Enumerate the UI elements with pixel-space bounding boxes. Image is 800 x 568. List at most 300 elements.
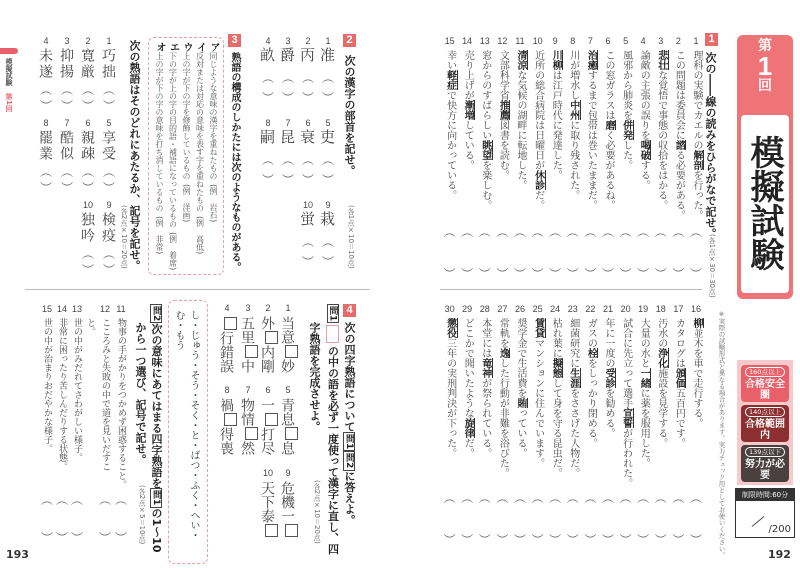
- text-after: く必要があるね。: [603, 130, 614, 210]
- target-word: 治癒: [585, 50, 597, 70]
- text-before: 窓からのすばらしい: [479, 50, 491, 140]
- blank-box[interactable]: [285, 427, 298, 440]
- type-answer-open-paren[interactable]: ︵: [60, 83, 73, 97]
- type-answer-close-paren[interactable]: ︶: [81, 99, 94, 113]
- section-1-number: 1: [705, 33, 718, 46]
- type-example: (例 着席): [168, 232, 178, 271]
- target-word: 悲壮: [655, 50, 667, 70]
- composition-type: [208, 42, 218, 222]
- idiom-part-a: 危機一: [279, 481, 295, 523]
- answer-close-paren[interactable]: ︶: [496, 267, 509, 281]
- radical-answer-open-paren[interactable]: ︵: [301, 153, 314, 167]
- text-after: に取り残された。: [567, 120, 579, 200]
- text-after: な覚悟で事態の収拾をはかる。: [655, 70, 667, 210]
- word-number: 3: [64, 36, 70, 46]
- radical-answer-close-paren[interactable]: ︶: [321, 91, 334, 105]
- question-number: 21: [602, 304, 613, 314]
- idiom-part-a: 五里: [239, 316, 255, 344]
- idiom-blank: [280, 316, 298, 373]
- text-after: をささげた人物だ。: [567, 388, 579, 478]
- answer-open-paren[interactable]: ︵: [637, 225, 650, 239]
- question-text: [497, 318, 507, 478]
- radical-answer-open-paren[interactable]: ︵: [281, 71, 294, 85]
- question-number: 30: [444, 304, 455, 314]
- text-after: 三年の実刑判決が下った。: [444, 338, 456, 458]
- text-before: 幸い: [444, 50, 456, 70]
- question-1-instruction-cont: 字熟語を完成させよ。: [308, 322, 321, 432]
- answer-open-paren[interactable]: ︵: [637, 491, 650, 505]
- badge-label: 合格範囲内: [745, 419, 785, 441]
- idiom-part-b: 中: [239, 359, 255, 373]
- text-after: を楽しむ。: [479, 160, 491, 210]
- question-text: [603, 50, 613, 210]
- radical-answer-close-paren[interactable]: ︶: [321, 173, 334, 187]
- answer-open-paren[interactable]: ︵: [531, 491, 544, 505]
- answer-close-paren[interactable]: ︶: [531, 267, 544, 281]
- text-after: を行った。: [691, 170, 702, 220]
- text-after: 並木を車で走行する。: [691, 328, 702, 428]
- answer-open-paren[interactable]: ︵: [654, 491, 667, 505]
- type-mark: ウ: [181, 42, 192, 52]
- text-before: ガスの: [585, 318, 597, 348]
- text-after: 五百円です。: [673, 388, 685, 448]
- type-answer-open-paren[interactable]: ︵: [102, 83, 115, 97]
- badge-range: 140点以上: [745, 407, 785, 417]
- radical-answer-close-paren[interactable]: ︶: [261, 91, 274, 105]
- target-word: 中州: [567, 100, 579, 120]
- word-number: 2: [85, 36, 91, 46]
- tag-question-1: 問1: [344, 434, 354, 450]
- answer-close-paren[interactable]: ︶: [654, 267, 667, 281]
- idiom-blank: [219, 398, 237, 455]
- target-word: 宣誓: [620, 408, 632, 428]
- target-word: 懲役: [444, 318, 456, 338]
- section-1-instruction: 次の――線の読みをひらがなで記せ。: [704, 52, 717, 239]
- blank-box[interactable]: [265, 524, 278, 537]
- text-before: 汚水の: [655, 318, 667, 348]
- answer-close-paren[interactable]: ︶: [584, 533, 597, 547]
- type-example: (例 洋画): [182, 184, 191, 223]
- question-number: 14: [462, 36, 473, 46]
- radical-answer-close-paren[interactable]: ︶: [281, 173, 294, 187]
- radical-answer-open-paren[interactable]: ︵: [281, 153, 294, 167]
- answer-close-paren[interactable]: ︶: [584, 267, 597, 281]
- answer-close-paren[interactable]: ︶: [478, 533, 491, 547]
- type-answer-open-paren[interactable]: ︵: [81, 83, 94, 97]
- answer-close-paren[interactable]: ︶: [513, 267, 526, 281]
- type-answer-open-paren[interactable]: ︵: [102, 165, 115, 179]
- meaning-text: 非常に困ったり苦しんだりする状態。: [57, 318, 67, 471]
- answer-open-paren[interactable]: ︵: [566, 491, 579, 505]
- meaning-number: 12: [99, 304, 110, 314]
- answer-open-paren[interactable]: ︵: [443, 491, 456, 505]
- question-number: 19: [638, 304, 649, 314]
- answer-open-paren[interactable]: ︵: [461, 491, 474, 505]
- answer-open-paren[interactable]: ︵: [566, 225, 579, 239]
- answer-open-paren[interactable]: ︵: [531, 225, 544, 239]
- text-after: は江戸時代に発達した。: [550, 70, 562, 180]
- left-tab-round: 第1回: [5, 93, 13, 112]
- answer-close-paren[interactable]: ︶: [619, 267, 632, 281]
- question-number: 27: [497, 304, 508, 314]
- question-text: [515, 318, 525, 458]
- question-number: 22: [585, 304, 596, 314]
- question-number: 10: [532, 36, 543, 46]
- answer-close-paren[interactable]: ︶: [443, 533, 456, 547]
- question-number: 20: [620, 304, 631, 314]
- text-after: をしっかり閉める。: [585, 358, 597, 448]
- target-word: 浄化: [655, 348, 667, 368]
- idiom-answer-close-paren[interactable]: ︶: [55, 531, 68, 545]
- question-2-instruction-cont: から一つ選び、記号で記せ。: [134, 322, 147, 465]
- answer-open-paren[interactable]: ︵: [461, 225, 474, 239]
- answer-open-paren[interactable]: ︵: [496, 225, 509, 239]
- badge-range: 139点以下: [745, 447, 785, 457]
- kanji-character: 准: [320, 46, 336, 64]
- question-number: 24: [550, 304, 561, 314]
- idiom-blank: [240, 398, 258, 455]
- word-number: 1: [106, 36, 112, 46]
- answer-open-paren[interactable]: ︵: [601, 225, 614, 239]
- blank-box[interactable]: [245, 345, 258, 358]
- kanji-number: 10: [302, 200, 313, 210]
- type-answer-close-paren[interactable]: ︶: [81, 263, 94, 277]
- idiom-part-a: 当意: [279, 316, 295, 344]
- kanji-character: 吏: [320, 128, 336, 146]
- answer-open-paren[interactable]: ︵: [584, 225, 597, 239]
- answer-open-paren[interactable]: ︵: [654, 225, 667, 239]
- word-number: 6: [85, 118, 91, 128]
- idiom-answer-open-paren[interactable]: ︵: [70, 493, 83, 507]
- text-before: カタログは: [673, 318, 685, 368]
- target-word: 生涯: [567, 368, 579, 388]
- kanji-number: 2: [305, 36, 311, 46]
- radical-answer-open-paren[interactable]: ︵: [261, 71, 274, 85]
- idiom-number: 9: [285, 468, 291, 478]
- blank-box[interactable]: [265, 413, 278, 426]
- answer-close-paren[interactable]: ︶: [566, 267, 579, 281]
- radical-answer-open-paren[interactable]: ︵: [321, 71, 334, 85]
- blank-box[interactable]: [285, 524, 298, 537]
- radical-answer-open-paren[interactable]: ︵: [321, 153, 334, 167]
- answer-close-paren[interactable]: ︶: [478, 267, 491, 281]
- type-mark: イ: [194, 42, 206, 52]
- answer-close-paren[interactable]: ︶: [619, 533, 632, 547]
- radical-answer-close-paren[interactable]: ︶: [261, 173, 274, 187]
- idiom-part-b: 息: [279, 441, 295, 455]
- answer-close-paren[interactable]: ︶: [461, 267, 474, 281]
- kanji-number: 1: [325, 36, 331, 46]
- meaning-number: 15: [41, 304, 52, 314]
- target-word: 漸増: [462, 100, 474, 120]
- text-before: 大量の水と: [638, 318, 650, 368]
- idiom-answer-close-paren[interactable]: ︶: [98, 531, 111, 545]
- text-before: 試合に先立って選手: [620, 318, 632, 408]
- question-text: [533, 50, 543, 210]
- radical-answer-open-paren[interactable]: ︵: [301, 235, 314, 249]
- question-number: 9: [552, 36, 558, 46]
- composition-type: [168, 42, 178, 270]
- question-number: 15: [444, 36, 455, 46]
- radical-answer-close-paren[interactable]: ︶: [301, 255, 314, 269]
- type-example: (例 高低): [195, 216, 205, 255]
- type-mark: オ: [154, 42, 165, 52]
- answer-close-paren[interactable]: ︶: [672, 533, 685, 547]
- text-after: が祭られている。: [479, 378, 491, 458]
- tag-question-2: 問2: [344, 453, 354, 469]
- radical-answer-close-paren[interactable]: ︶: [321, 255, 334, 269]
- answer-open-paren[interactable]: ︵: [601, 491, 614, 505]
- answer-open-paren[interactable]: ︵: [619, 225, 632, 239]
- idiom-part-a: 一: [259, 398, 275, 412]
- section-3-number: 3: [228, 34, 241, 47]
- section-2-instruction: 次の漢字の部首を記せ。: [343, 55, 356, 176]
- type-mark: ア: [208, 42, 219, 52]
- type-answer-open-paren[interactable]: ︵: [81, 247, 94, 261]
- answer-close-paren[interactable]: ︶: [531, 533, 544, 547]
- section-4-instruction: 次の四字熟語について問1問2に答えよ。: [343, 322, 356, 526]
- answer-open-paren[interactable]: ︵: [672, 225, 685, 239]
- idiom-number: 7: [245, 385, 251, 395]
- answer-close-paren[interactable]: ︶: [496, 533, 509, 547]
- kanji-character: 嗣: [260, 128, 276, 146]
- round-label: 第 1 回: [757, 38, 773, 94]
- idiom-answer-open-paren[interactable]: ︵: [55, 493, 68, 507]
- idiom-part-a: 天下泰: [259, 481, 275, 523]
- blank-box[interactable]: [265, 331, 278, 344]
- text-before: 常軌を: [497, 318, 509, 348]
- text-after: して身を守る昆虫だ。: [550, 378, 562, 478]
- type-answer-close-paren[interactable]: ︶: [39, 99, 52, 113]
- target-word: 解剖: [691, 150, 702, 170]
- idiom-number: 5: [285, 385, 291, 395]
- radical-answer-open-paren[interactable]: ︵: [261, 153, 274, 167]
- question-number: 25: [532, 304, 543, 314]
- idiom-blank: [260, 316, 278, 373]
- target-word: 竜神: [479, 358, 491, 378]
- idiom-part-a: 物情: [239, 398, 255, 426]
- text-before: 売り上げが: [462, 50, 474, 100]
- answer-close-paren[interactable]: ︶: [689, 267, 702, 281]
- answer-open-paren[interactable]: ︵: [689, 225, 702, 239]
- kanji-number: 7: [285, 118, 291, 128]
- idiom-number: 2: [265, 303, 271, 313]
- answer-close-paren[interactable]: ︶: [461, 533, 474, 547]
- score-box: [735, 488, 795, 538]
- question-2-instruction: 問2次の意味にあてはまる四字熟語を問1の1〜10: [150, 306, 163, 553]
- answer-open-paren[interactable]: ︵: [478, 491, 491, 505]
- answer-close-paren[interactable]: ︶: [443, 267, 456, 281]
- kanji-number: 3: [285, 36, 291, 46]
- target-word: 逸: [497, 348, 509, 358]
- idiom-answer-open-paren[interactable]: ︵: [114, 493, 127, 507]
- idiom-answer-open-paren[interactable]: ︵: [40, 493, 53, 507]
- target-word: 頒価: [673, 368, 685, 388]
- question-text: [638, 50, 648, 190]
- radical-answer-close-paren[interactable]: ︶: [301, 173, 314, 187]
- idiom-part-b: 妙: [279, 359, 295, 373]
- text-after: っている。: [515, 408, 526, 458]
- question-number: 3: [658, 36, 664, 46]
- question-number: 26: [514, 304, 525, 314]
- answer-open-paren[interactable]: ︵: [689, 491, 702, 505]
- target-word: 旋律: [462, 418, 474, 438]
- answer-close-paren[interactable]: ︶: [566, 533, 579, 547]
- section-2-number: 2: [343, 34, 356, 47]
- question-text: [621, 318, 631, 488]
- answer-close-paren[interactable]: ︶: [549, 267, 562, 281]
- choices-line-2: む・もう: [173, 310, 184, 350]
- question-number: 4: [640, 36, 646, 46]
- type-description: 上の字が下の字を修飾しているもの: [182, 52, 191, 180]
- type-answer-close-paren[interactable]: ︶: [81, 181, 94, 195]
- text-after: が行われた。: [620, 428, 632, 488]
- word-number: 7: [64, 118, 70, 128]
- blank-box[interactable]: [285, 345, 298, 358]
- question-1-instruction: 問1の中の語を必ず一度使って漢字に直し、四: [326, 306, 340, 555]
- answer-close-paren[interactable]: ︶: [672, 267, 685, 281]
- compound-word: 未遂: [37, 48, 53, 80]
- text-before: 細菌研究に: [567, 318, 579, 368]
- composition-type: [181, 42, 191, 222]
- meaning-text: 世の中がみだれてさわがしい様子。: [72, 318, 82, 462]
- target-word: 清涼: [515, 50, 526, 70]
- answer-open-paren[interactable]: ︵: [513, 491, 526, 505]
- answer-close-paren[interactable]: ︶: [601, 533, 614, 547]
- answer-close-paren[interactable]: ︶: [513, 533, 526, 547]
- idiom-blank: [260, 481, 278, 538]
- answer-open-paren[interactable]: ︵: [549, 225, 562, 239]
- question-text: [480, 318, 490, 458]
- answer-close-paren[interactable]: ︶: [637, 533, 650, 547]
- target-word: 軽症: [444, 70, 456, 90]
- question-text: [603, 318, 613, 438]
- idiom-answer-close-paren[interactable]: ︶: [70, 531, 83, 545]
- text-after: に薬を服用した。: [638, 388, 650, 468]
- answer-close-paren[interactable]: ︶: [654, 533, 667, 547]
- answer-open-paren[interactable]: ︵: [584, 491, 597, 505]
- answer-open-paren[interactable]: ︵: [549, 491, 562, 505]
- target-word: 眺望: [479, 140, 491, 160]
- page-number-right: 192: [768, 548, 791, 561]
- type-answer-close-paren[interactable]: ︶: [60, 181, 73, 195]
- type-answer-close-paren[interactable]: ︶: [102, 99, 115, 113]
- badge-label: 合格安全圏: [745, 379, 785, 401]
- text-before: 本堂には: [479, 318, 491, 358]
- type-answer-close-paren[interactable]: ︶: [102, 181, 115, 195]
- text-before: 文部科学省: [497, 50, 509, 100]
- radical-answer-open-paren[interactable]: ︵: [301, 71, 314, 85]
- question-text: [480, 50, 490, 210]
- type-answer-close-paren[interactable]: ︶: [60, 99, 73, 113]
- kanji-number: 6: [305, 118, 311, 128]
- answer-close-paren[interactable]: ︶: [601, 267, 614, 281]
- score-badge: [741, 405, 789, 442]
- idiom-blank: [219, 316, 237, 373]
- question-number: 2: [675, 36, 681, 46]
- compound-word: 寛厳: [79, 48, 95, 80]
- text-before: この問題は委員会に: [673, 50, 685, 140]
- idiom-answer-open-paren[interactable]: ︵: [98, 493, 111, 507]
- type-answer-open-paren[interactable]: ︵: [60, 165, 73, 179]
- type-answer-open-paren[interactable]: ︵: [39, 83, 52, 97]
- answer-open-paren[interactable]: ︵: [478, 225, 491, 239]
- answer-open-paren[interactable]: ︵: [513, 225, 526, 239]
- kanji-number: 4: [265, 36, 271, 46]
- compound-word: 抑揚: [58, 48, 74, 80]
- idiom-answer-close-paren[interactable]: ︶: [40, 531, 53, 545]
- target-word: 磨: [603, 120, 614, 130]
- type-answer-close-paren[interactable]: ︶: [39, 181, 52, 195]
- target-word: 栓: [585, 348, 597, 358]
- type-answer-close-paren[interactable]: ︶: [102, 263, 115, 277]
- text-after: した。: [620, 140, 632, 170]
- answer-open-paren[interactable]: ︵: [443, 225, 456, 239]
- meaning-number: 13: [71, 304, 82, 314]
- idiom-number: 3: [245, 303, 251, 313]
- question-text: [673, 50, 683, 220]
- question-number: 1: [693, 36, 699, 46]
- text-after: 図書を読む。: [497, 120, 509, 180]
- answer-open-paren[interactable]: ︵: [619, 491, 632, 505]
- type-example: (例 非常): [155, 216, 164, 255]
- idiom-part-b: 打尽: [259, 427, 275, 455]
- idiom-number: 6: [265, 385, 271, 395]
- question-text: [550, 318, 560, 478]
- section-1-points: (各1点×30＝30点): [708, 234, 716, 298]
- question-number: 5: [623, 36, 629, 46]
- idiom-number: 1: [285, 303, 291, 313]
- target-word: 諮: [673, 140, 685, 150]
- answer-close-paren[interactable]: ︶: [689, 533, 702, 547]
- answer-close-paren[interactable]: ︶: [637, 267, 650, 281]
- idiom-answer-close-paren[interactable]: ︶: [114, 531, 127, 545]
- question-text: [445, 318, 455, 458]
- blank-box[interactable]: [224, 317, 237, 330]
- compound-word: 独吟: [79, 212, 95, 244]
- question-number: 7: [587, 36, 593, 46]
- question-1-points: (各2点×10＝20点): [313, 480, 321, 544]
- answer-open-paren[interactable]: ︵: [496, 491, 509, 505]
- composition-type: [195, 42, 205, 254]
- meaning-text: 物事の手がかりをつかめず困惑すること。: [116, 318, 126, 489]
- section-3-points: (各2点×10＝20点): [120, 205, 128, 269]
- blank-box[interactable]: [224, 413, 237, 426]
- type-answer-open-paren[interactable]: ︵: [39, 165, 52, 179]
- radical-answer-close-paren[interactable]: ︶: [281, 91, 294, 105]
- radical-answer-open-paren[interactable]: ︵: [321, 235, 334, 249]
- question-text: [462, 50, 472, 170]
- idiom-number: 4: [224, 303, 230, 313]
- compound-word: 享受: [100, 130, 116, 162]
- question-text: [656, 50, 666, 210]
- blank-box[interactable]: [245, 427, 258, 440]
- idiom-part-a: 外: [259, 316, 275, 330]
- text-after: る必要がある。: [673, 150, 685, 220]
- answer-open-paren[interactable]: ︵: [672, 491, 685, 505]
- type-answer-open-paren[interactable]: ︵: [81, 165, 94, 179]
- type-answer-open-paren[interactable]: ︵: [102, 247, 115, 261]
- radical-answer-close-paren[interactable]: ︶: [301, 91, 314, 105]
- word-number: 8: [43, 118, 49, 128]
- answer-close-paren[interactable]: ︶: [549, 533, 562, 547]
- page-number-left: 193: [6, 548, 29, 561]
- question-text: [497, 50, 507, 180]
- question-text: [568, 318, 578, 478]
- type-description: 反対または対応の意味を表す字を重ねたもの: [195, 52, 205, 212]
- target-word: 柳: [691, 318, 702, 328]
- question-text: [585, 318, 595, 448]
